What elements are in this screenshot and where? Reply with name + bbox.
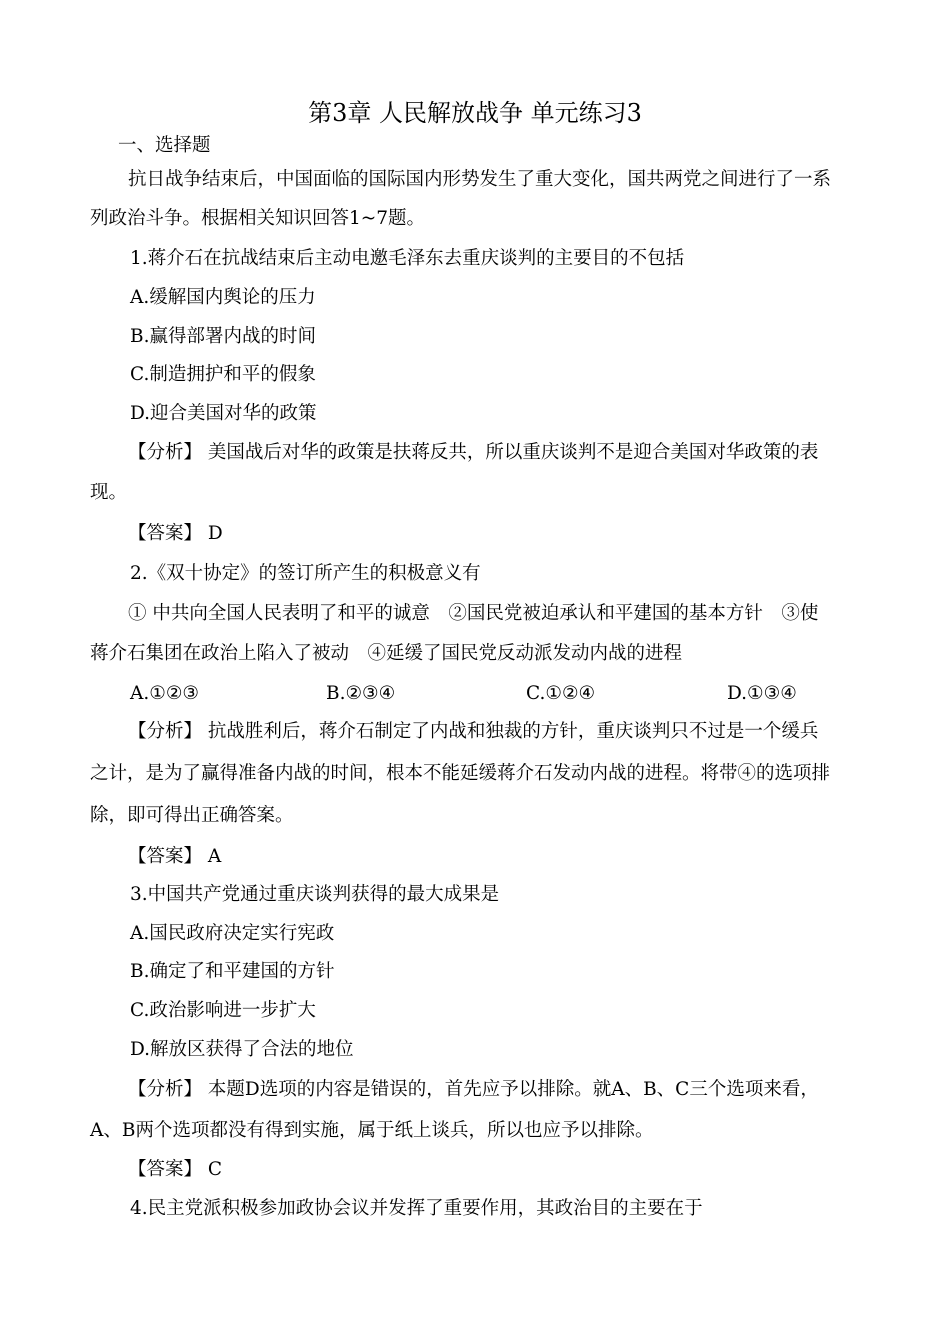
- question-2-option-d: D.①③④: [727, 683, 797, 704]
- intro-text-continued: 列政治斗争。根据相关知识回答1~7题。: [90, 208, 426, 229]
- question-3-answer: 【答案】 C: [128, 1159, 223, 1180]
- intro-text: 抗日战争结束后，中国面临的国际国内形势发生了重大变化，国共两党之间进行了一系: [128, 169, 832, 190]
- question-1-option-b: B.赢得部署内战的时间: [130, 326, 316, 347]
- question-2-option-b: B.②③④: [326, 683, 396, 704]
- question-2-analysis-continued-2: 除，即可得出正确答案。: [90, 805, 294, 826]
- question-1-answer: 【答案】 D: [128, 523, 223, 544]
- question-2-analysis: 【分析】 抗战胜利后，蒋介石制定了内战和独裁的方针，重庆谈判只不过是一个缓兵: [128, 721, 819, 742]
- question-3-option-d: D.解放区获得了合法的地位: [130, 1039, 354, 1060]
- question-2-answer: 【答案】 A: [128, 846, 222, 867]
- question-2-items: ① 中共向全国人民表明了和平的诚意 ②国民党被迫承认和平建国的基本方针 ③使: [128, 603, 819, 624]
- question-2-analysis-continued: 之计，是为了赢得准备内战的时间，根本不能延缓蒋介石发动内战的进程。将带④的选项排: [90, 763, 831, 784]
- question-1-analysis: 【分析】 美国战后对华的政策是扶蒋反共，所以重庆谈判不是迎合美国对华政策的表: [128, 442, 819, 463]
- question-4-stem: 4.民主党派积极参加政协会议并发挥了重要作用，其政治目的主要在于: [130, 1198, 703, 1219]
- question-3-analysis-continued: A、B两个选项都没有得到实施，属于纸上谈兵，所以也应予以排除。: [90, 1120, 654, 1141]
- question-3-option-a: A.国民政府决定实行宪政: [130, 923, 335, 944]
- question-2-stem: 2.《双十协定》的签订所产生的积极意义有: [130, 563, 481, 584]
- question-1-option-c: C.制造拥护和平的假象: [130, 364, 316, 385]
- question-3-option-c: C.政治影响进一步扩大: [130, 1000, 316, 1021]
- question-2-option-a: A.①②③: [130, 683, 199, 704]
- question-1-analysis-continued: 现。: [90, 482, 128, 503]
- question-3-option-b: B.确定了和平建国的方针: [130, 961, 335, 982]
- question-1-option-d: D.迎合美国对华的政策: [130, 403, 317, 424]
- question-3-stem: 3.中国共产党通过重庆谈判获得的最大成果是: [130, 884, 500, 905]
- question-3-analysis: 【分析】 本题D选项的内容是错误的，首先应予以排除。就A、B、C三个选项来看，: [128, 1079, 819, 1100]
- question-2-option-c: C.①②④: [526, 683, 596, 704]
- page-title: 第3章 人民解放战争 单元练习3: [308, 99, 642, 127]
- question-2-items-continued: 蒋介石集团在政治上陷入了被动 ④延缓了国民党反动派发动内战的进程: [90, 643, 683, 664]
- question-1-stem: 1.蒋介石在抗战结束后主动电邀毛泽东去重庆谈判的主要目的不包括: [130, 248, 685, 269]
- section-heading: 一、选择题: [118, 135, 211, 156]
- question-1-option-a: A.缓解国内舆论的压力: [130, 287, 316, 308]
